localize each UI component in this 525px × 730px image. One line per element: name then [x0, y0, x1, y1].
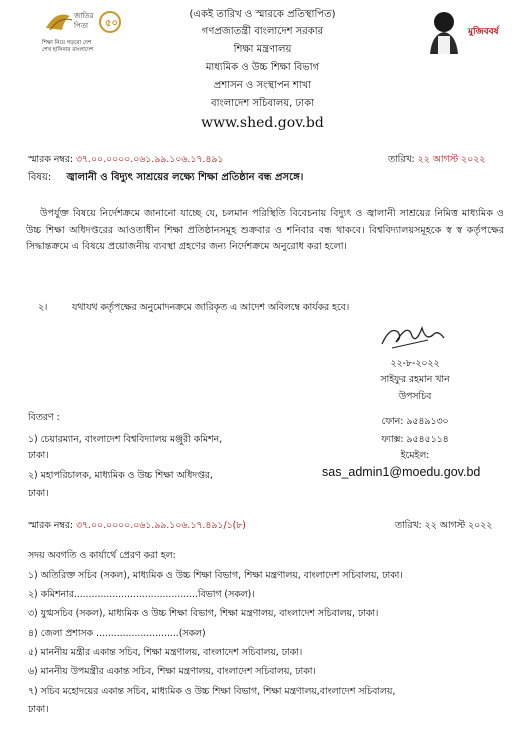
- memo2-date: [395, 518, 492, 534]
- copy-item-2: ২) কমিশনার..........................................বিভাগ (সকল)।: [28, 589, 255, 600]
- subject-text: জ্বালানী ও বিদ্যুৎ সাশ্রয়ের লক্ষ্যে শিক্ষা প্রতিষ্ঠান বন্ধ প্রসঙ্গে।: [66, 172, 304, 183]
- copy-item-4: ৪) জেলা প্রশাসক ............................(সকল): [28, 628, 206, 639]
- svg-text:জাতির: জাতির: [74, 12, 94, 20]
- signatory-email[interactable]: sas_admin1@moedu.gov.bd: [322, 465, 481, 479]
- subject-line: [28, 170, 303, 186]
- signatory-designation: উপসচিব: [398, 391, 432, 402]
- memo1-date: [388, 152, 485, 168]
- logo-caption-1: শিক্ষা নিয়ে গড়বো দেশ: [42, 40, 92, 46]
- website-link[interactable]: www.shed.gov.bd: [201, 115, 324, 131]
- distribution-item-1-cont: ঢাকা।: [28, 450, 49, 461]
- logo-caption-2: শেখ হাসিনার বাংলাদেশ: [42, 47, 94, 53]
- header-line-3: মাধ্যমিক ও উচ্চ শিক্ষা বিভাগ: [205, 62, 320, 73]
- memo2-ref-no: ৩৭.০০.০০০০.০৬১.৯৯.১০৬.১৭.৪৯১/১(৮): [75, 520, 246, 531]
- body-paragraph-2: যথাযথ কর্তৃপক্ষের অনুমোদনক্রমে জারিকৃত এ আদেশ অবিলম্বে কার্যকর হবে।: [72, 302, 350, 313]
- copy-item-7: ৭) সচিব মহোদয়ের একান্ত সচিব, মাধ্যমিক ও উচ্চ শিক্ষা বিভাগ, শিক্ষা মন্ত্রণালয়,বাংলাদেশ সচিবালয়,: [28, 686, 396, 697]
- memo1-ref: [28, 152, 223, 168]
- signatory-name: সাইফুর রহমান খান: [380, 374, 450, 385]
- copy-item-6: ৬) মাননীয় উপমন্ত্রীর একান্ত সচিব, শিক্ষা মন্ত্রণালয়, বাংলাদেশ সচিবালয়, ঢাকা।: [28, 666, 316, 677]
- memo2-ref: [28, 518, 246, 534]
- copy-item-5: ৫) মাননীয় মন্ত্রীর একান্ত সচিব, শিক্ষা মন্ত্রণালয়, বাংলাদেশ সচিবালয়, ঢাকা।: [28, 647, 303, 658]
- body-paragraph-1: উপর্যুক্ত বিষয়ে নির্দেশক্রমে জানানো যাচ্ছে যে, চলমান পরিস্থিতি বিবেচনায় বিদ্যুৎ ও জ্বালানী সাশ্রয়ের নিমিত্ত মাধ্যমিক ও উচ্চ শিক্ষা অধিদপ্তরের আওতাধীন শিক্ষা প্রতিষ্ঠানসমূহ শুক্রবার ও শনিবার বন্ধ থাকবে। বিশ্ববিদ্যালয়সমূহকে স্ব স্ব কর্তৃপক্ষের সিদ্ধান্তক্রমে এ বিষয়ে প্রয়োজনীয় ব্যবস্থা গ্রহণের জন্য নির্দেশক্রমে অনুরোধ করা হলো।: [26, 208, 504, 252]
- header-line-4: প্রশাসন ও সংস্থাপন শাখা: [213, 80, 312, 91]
- copy-item-7-cont: ঢাকা।: [28, 704, 49, 715]
- copy-item-1: ১) অতিরিক্ত সচিব (সকল), মাধ্যমিক ও উচ্চ শিক্ষা বিভাগ, শিক্ষা মন্ত্রণালয়, বাংলাদেশ সচিবালয়, ঢাকা।: [28, 570, 403, 581]
- signature-date: ২২-৮-২০২২: [390, 358, 440, 369]
- signatory-email-label: ইমেইল:: [400, 450, 430, 461]
- distribution-item-2-cont: ঢাকা।: [28, 488, 49, 499]
- distribution-item-1: ১) চেয়ারম্যান, বাংলাদেশ বিশ্ববিদ্যালয় মঞ্জুরী কমিশন,: [28, 434, 223, 445]
- memo2-ref-label: স্মারক নম্বর:: [28, 520, 73, 531]
- header-line-1: গণপ্রজাতন্ত্রী বাংলাদেশ সরকার: [201, 26, 324, 37]
- header-line-5: বাংলাদেশ সচিবালয়, ঢাকা: [211, 98, 314, 109]
- subject-label: বিষয়:: [28, 172, 52, 183]
- distribution-item-2: ২) মহাপরিচালক, মাধ্যমিক ও উচ্চ শিক্ষা অধিদপ্তর,: [28, 470, 213, 481]
- signatory-fax: ফ্যাক্স: ৯৫৪৫১১৪: [381, 434, 449, 445]
- mujib-borsho-label: মুজিববর্ষ: [468, 27, 499, 37]
- distribution-label: বিতরণ :: [28, 412, 60, 423]
- memo2-date-value: ২২ আগস্ট ২০২২: [424, 520, 493, 531]
- svg-text:পিতা: পিতা: [74, 22, 89, 30]
- top-note: (একই তারিখ ও স্মারকে প্রতিস্থাপিত): [189, 9, 336, 20]
- copy-item-3: ৩) যুগ্মসচিব (সকল), মাধ্যমিক ও উচ্চ শিক্ষা বিভাগ, শিক্ষা মন্ত্রণালয়, বাংলাদেশ সচিবালয়, ঢাকা।: [28, 608, 379, 619]
- para2-number: ২।: [38, 302, 48, 313]
- signature-icon: [378, 318, 448, 352]
- header-line-2: শিক্ষা মন্ত্রণালয়: [233, 44, 292, 55]
- memo1-ref-label: স্মারক নম্বর:: [28, 154, 73, 165]
- signatory-phone: ফোন: ৯৫৪৯১৩০: [381, 416, 449, 427]
- memo1-date-value: ২২ আগস্ট ২০২২: [417, 154, 486, 165]
- memo1-date-label: তারিখ:: [388, 154, 415, 165]
- svg-text:৫০: ৫০: [105, 18, 118, 29]
- memo2-date-label: তারিখ:: [395, 520, 422, 531]
- memo1-ref-no: ৩৭.০০.০০০০.০৬১.৯৯.১০৬.১৭.৪৯১: [75, 154, 224, 165]
- copies-intro: সদয় অবগতি ও কার্যার্থে প্রেরণ করা হল:: [28, 550, 176, 561]
